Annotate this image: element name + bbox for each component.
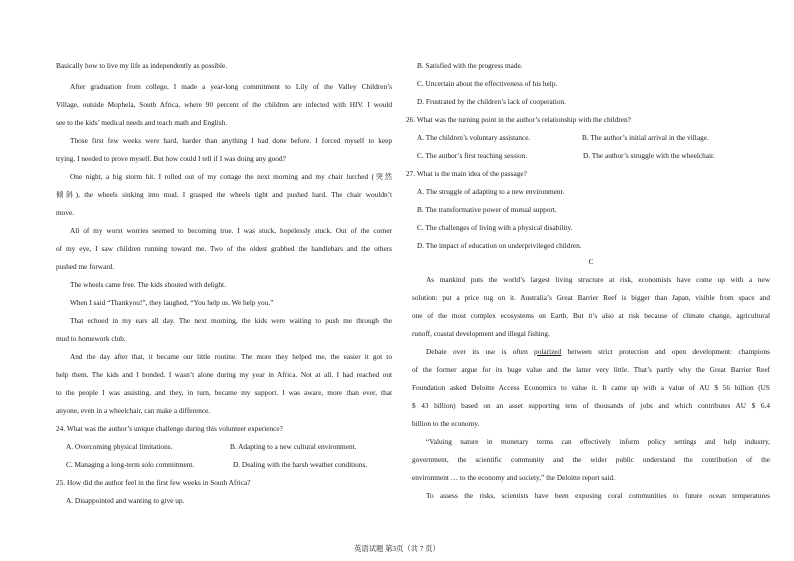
question-25-option-d: D. Frustrated by the children’s lack of cooperation. [417,97,566,106]
question-27-option-d: D. The impact of education on underprivileged children. [417,241,582,250]
passage-line: Village, outside Mophela, South Africa, where 90 percent of the children are infected with HIV. I would [56,100,392,109]
passage-line: move. [56,208,75,217]
section-c-heading: C [588,257,594,266]
passage-line: of my eye, I saw children running toward me. Two of the oldest grabbed the handlebars and the others [56,244,392,253]
passage-line: When I said “Thankyou!”, they laughed, “You help us. We help you.” [70,298,274,307]
passage-line: All of my worst worries seemed to becoming true. I was stuck, hopelessly stuck. Out of the corner [70,226,392,235]
passage-line: “Valuing nature in monetary terms can effectively inform policy settings and help industry, [426,437,770,446]
question-27-stem: 27. What is the main idea of the passage? [406,169,527,178]
passage-line: see to the kids’ medical needs and teach math and English. [56,118,228,127]
question-24-option-a: A. Overcoming physical limitations. [66,442,173,451]
question-24-option-d: D. Dealing with the harsh weather conditions. [233,460,368,469]
passage-line: environment … to the economy and society,” the Deloitte report said. [412,473,615,482]
passage-line: And the day after that, it became our little routine. The more they helped me, the easier it got to [70,352,392,361]
passage-line: mud to homework club. [56,334,126,343]
question-24-option-c: C. Managing a long-term solo commitment. [66,460,195,469]
question-27-option-c: C. The challenges of living with a physical disability. [417,223,573,232]
question-24-stem: 24. What was the author’s unique challenge during this volunteer experience? [56,424,283,433]
passage-line: One night, a big storm hit. I rolled out of my cottage the next morning and my chair lurched (突然 [70,172,392,181]
question-25-option-c: C. Uncertain about the effectiveness of his help. [417,79,558,88]
question-25-option-a: A. Disappointed and wanting to give up. [66,496,185,505]
passage-line: pushed me forward. [56,262,115,271]
passage-text: Debate over its use is often [426,347,535,356]
question-26-option-a: A. The children’s voluntary assistance. [417,133,531,142]
passage-line: help them. The kids and I bonded. I wasn’t alone during my year in Africa. Not at all. I had reached out [56,370,392,379]
passage-line: That echoed in my ears all day. The next morning, the kids were waiting to push me through the [70,316,392,325]
passage-line: As mankind puts the world’s largest living structure at risk, economists have come up with a new [426,275,770,284]
question-25-stem: 25. How did the author feel in the first few weeks in South Africa? [56,478,251,487]
passage-line: Foundation asked Deloitte Access Economics to value it. It came up with a value of AU $ 56 billion (US [412,383,770,392]
question-24-option-b: B. Adapting to a new cultural environment. [230,442,357,451]
question-26-option-c: C. The author’s first teaching session. [417,151,528,160]
question-26-stem: 26. What was the turning point in the author’s relationship with the children? [406,115,631,124]
question-26-option-b: B. The author’s initial arrival in the village. [582,133,709,142]
passage-line: one of the most complex ecosystems on Earth. But it’s also at risk because of climate change, agricultural [412,311,770,320]
question-25-option-b: B. Satisfied with the progress made. [417,61,523,70]
passage-line: runoff, coastal development and illegal fishing. [412,329,550,338]
question-26-option-d: D. The author’s struggle with the wheelchair. [583,151,715,160]
passage-line: Those first few weeks were hard, harder than anything I had done before. I forced myself to keep [70,136,392,145]
underlined-word-polarized: polarized [534,347,562,356]
passage-line: $ 43 billion) based on an asset supporting tens of thousands of jobs and which contributes AU $ 6.4 [412,401,770,410]
question-27-option-b: B. The transformative power of mutual support. [417,205,557,214]
passage-line: anyone, even in a wheelchair, can make a difference. [56,406,211,415]
passage-line: billion to the economy. [412,419,480,428]
passage-line: After graduation from college, I made a year-long commitment to Lily of the Valley Children’s [70,82,392,91]
page-footer: 英语试题 第3页（共 7 页） [354,544,440,553]
passage-line: to the people I was assisting, and they, in turn, became my support. I was aware, more than ever, that [56,388,392,397]
passage-line [412,348,770,355]
question-27-option-a: A. The struggle of adapting to a new environment. [417,187,565,196]
passage-line: To assess the risks, scientists have been exposing coral communities to future ocean temperatures [426,491,770,500]
passage-line: solution: put a price tug on it. Australia’s Great Barrier Reef is bigger than Japan, visible from space and [412,293,770,302]
passage-line: 倾斜), the wheels sinking into mud. I grasped the wheels tight and pushed hard. The chair wouldn’t [56,190,392,199]
passage-line: government, the scientific community and the wider public understand the contribution of the [412,455,770,464]
passage-line: trying. I needed to prove myself. But how could I tell if I was doing any good? [56,154,286,163]
passage-text: between strict protection and open development: champions [561,347,770,356]
passage-line: The wheels came free. The kids shouted with delight. [70,280,226,289]
passage-line: of the former argue for its huge value and the latter very little. That’s partly why the Great Barrier Reef [412,365,770,374]
passage-line: Basically how to live my life as independently as possible. [56,61,228,70]
